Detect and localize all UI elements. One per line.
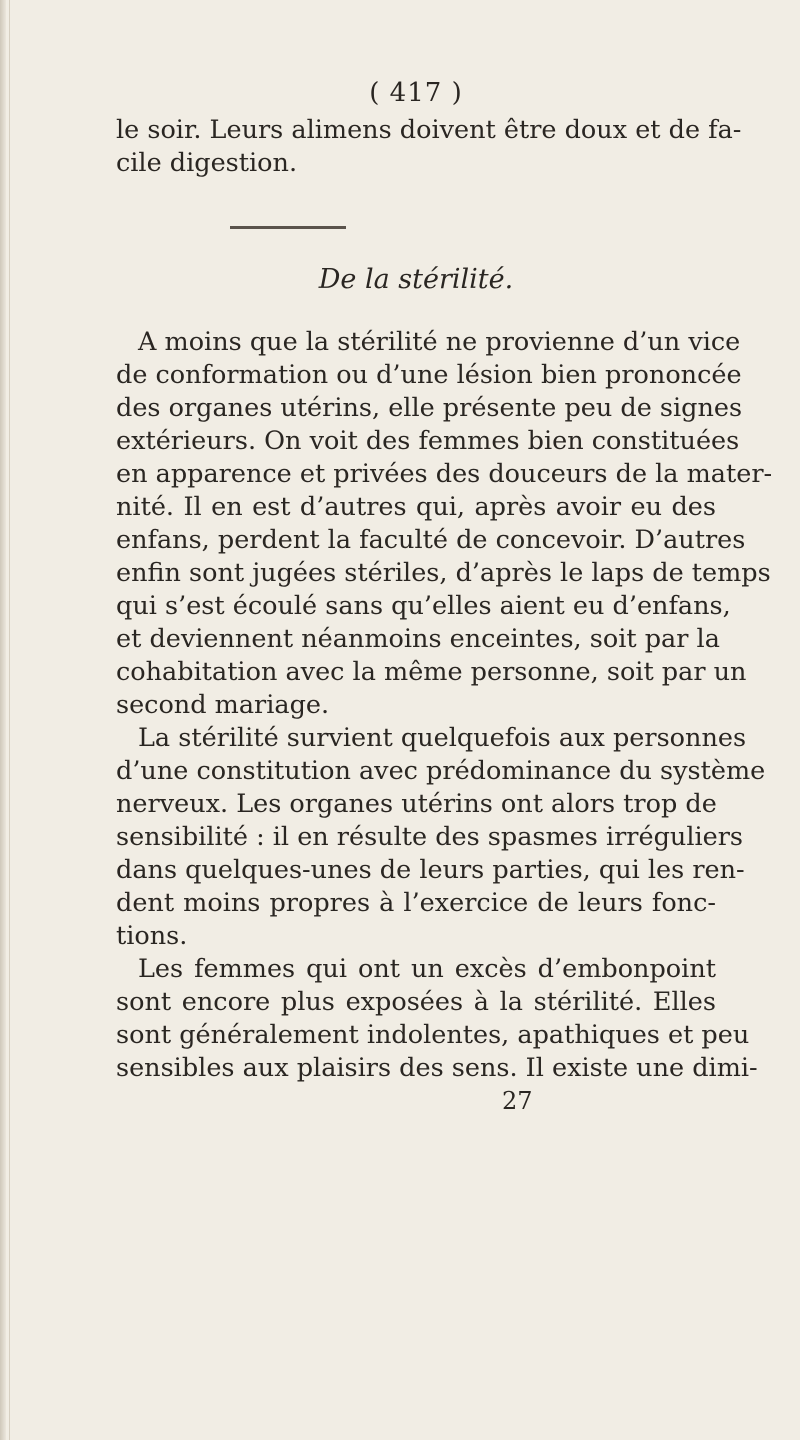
text-line: sont généralement indolentes, apathiques et peu	[116, 1020, 750, 1050]
text-line: nerveux. Les organes utérins ont alors trop de	[116, 789, 717, 819]
text-line: tions.	[116, 921, 188, 951]
text-line: cile digestion.	[116, 148, 298, 178]
page-edge-shadow	[0, 0, 6, 1440]
text-line: des organes utérins, elle présente peu de signes	[116, 393, 743, 423]
text-line: extérieurs. On voit des femmes bien constituées	[116, 426, 740, 456]
text-line: cohabitation avec la même personne, soit par un	[116, 657, 747, 687]
text-line: sensibilité : il en résulte des spasmes irréguliers	[116, 822, 744, 852]
text-line: nité. Il en est d’autres qui, après avoir eu des	[116, 492, 716, 522]
page-edge-line	[9, 0, 10, 1440]
signature-mark: 27	[502, 1087, 533, 1115]
text-line: A moins que la stérilité ne provienne d’un vice	[138, 327, 741, 357]
text-line: en apparence et privées des douceurs de la mater-	[116, 459, 773, 489]
text-line: qui s’est écoulé sans qu’elles aient eu d’enfans,	[116, 591, 731, 621]
text-line: d’une constitution avec prédominance du système	[116, 756, 766, 786]
text-line: enfans, perdent la faculté de concevoir. D’autres	[116, 525, 746, 555]
text-line: dans quelques-unes de leurs parties, qui les ren-	[116, 855, 745, 885]
page-number: ( 417 )	[369, 78, 463, 108]
text-line: second mariage.	[116, 690, 330, 720]
text-line: le soir. Leurs alimens doivent être doux et de fa-	[116, 115, 742, 145]
text-line: et deviennent néanmoins enceintes, soit par la	[116, 624, 720, 654]
text-line: sensibles aux plaisirs des sens. Il existe une dimi-	[116, 1053, 758, 1083]
text-line: sont encore plus exposées à la stérilité. Elles	[116, 987, 716, 1017]
text-line: La stérilité survient quelquefois aux personnes	[138, 723, 747, 753]
section-heading: De la stérilité.	[318, 264, 514, 295]
text-line: Les femmes qui ont un excès d’embonpoint	[138, 954, 716, 984]
text-line: dent moins propres à l’exercice de leurs fonc-	[116, 888, 716, 918]
text-line: de conformation ou d’une lésion bien prononcée	[116, 360, 742, 390]
section-divider-rule	[230, 226, 346, 229]
text-line: enfin sont jugées stériles, d’après le laps de temps	[116, 558, 771, 588]
